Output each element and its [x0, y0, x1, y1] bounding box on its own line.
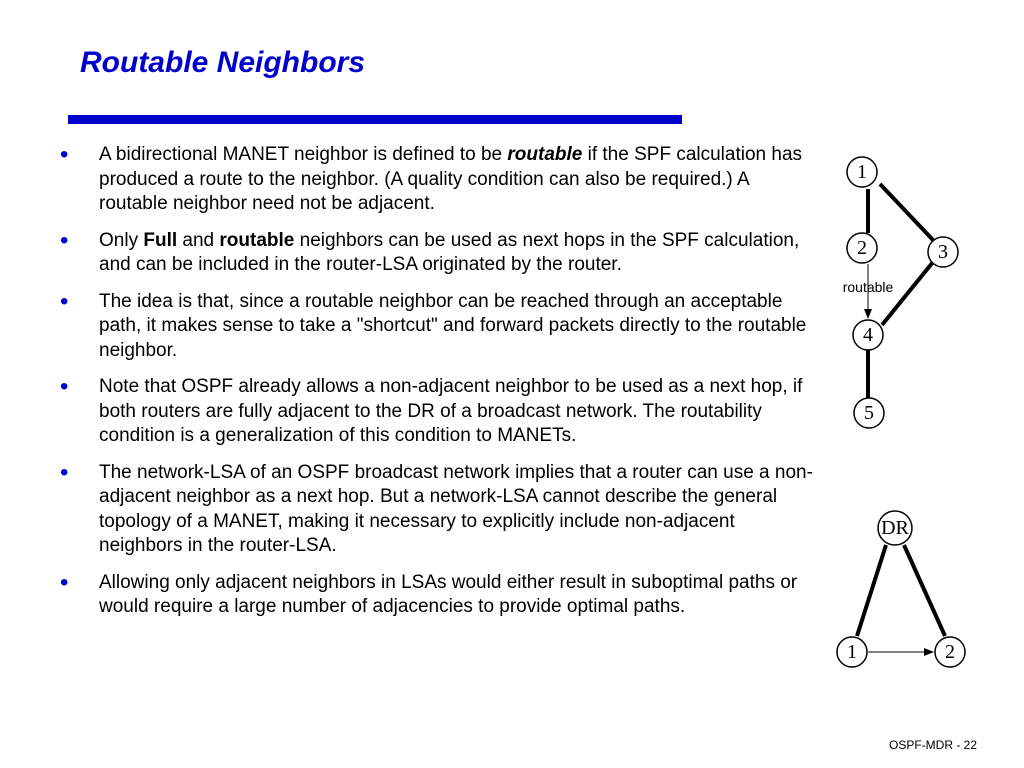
emphasis-routable: routable: [507, 144, 583, 165]
edge-dr-1: [857, 545, 886, 636]
bullet-icon: •: [60, 458, 69, 486]
node-label: 3: [938, 241, 948, 263]
bullet-text: The network-LSA of an OSPF broadcast network implies that a router can use a non-adjacent neighbor as a next hop. But a network-LSA cannot describe the general topology of a MANET, making it necessary to explicitly include non-adjacent neighbors in the router-LSA.: [99, 461, 813, 556]
router-node-1: [837, 637, 867, 667]
router-node-2: [847, 233, 877, 263]
router-node-4: [853, 320, 883, 350]
bullet-text: [99, 144, 802, 214]
bullet-list: [60, 143, 815, 632]
bullet-item: [60, 375, 815, 449]
node-label: 2: [945, 641, 955, 663]
router-node-1: [847, 157, 877, 187]
bullet-icon: •: [60, 568, 69, 596]
dr-node: [878, 511, 912, 545]
bullet-item: [60, 568, 815, 620]
bullet-item: [60, 143, 815, 217]
node-label: 1: [847, 641, 857, 663]
dr-network-diagram: [820, 505, 980, 675]
bullet-text: The idea is that, since a routable neighbor can be reached through an acceptable path, it makes sense to take a "shortcut" and forward packets directly to the routable neighbor.: [99, 290, 807, 361]
router-node-5: [854, 398, 884, 428]
bullet-text: [99, 230, 799, 276]
bullet-text: Note that OSPF already allows a non-adjacent neighbor to be used as a next hop, if both routers are fully adjacent to the DR of a broadcast network. The routability condition is a generalization of this condition to MANETs.: [99, 376, 803, 446]
bullet-text-part: Only: [99, 229, 144, 251]
title-underline: [68, 115, 682, 124]
bullet-text-part: neighbors can be used as next hops in the SPF calculation, and can be included in the router-LSA originated by the router.: [99, 229, 800, 275]
router-node-3: [928, 237, 958, 267]
bullet-text: Allowing only adjacent neighbors in LSAs would either result in suboptimal paths or would require a large number of adjacencies to provide optimal paths.: [99, 571, 798, 617]
node-label: 5: [864, 402, 874, 424]
edge-1-3: [880, 184, 933, 240]
bullet-icon: •: [60, 287, 69, 315]
bullet-item: [60, 458, 815, 559]
routable-network-diagram: [820, 145, 980, 435]
bullet-icon: •: [60, 226, 69, 254]
edge-dr-2: [904, 545, 945, 636]
node-label: 1: [857, 161, 867, 183]
slide-title: Routable Neighbors: [80, 46, 366, 79]
bullet-text-part: A bidirectional MANET neighbor is defined to be: [99, 144, 508, 165]
node-label: 4: [863, 324, 873, 346]
emphasis-routable: routable: [219, 229, 295, 251]
node-label: DR: [881, 517, 909, 539]
router-node-2: [935, 637, 965, 667]
bullet-icon: •: [60, 141, 69, 168]
bullet-item: [60, 226, 815, 278]
routable-edge-label: routable: [842, 279, 894, 295]
node-label: 2: [857, 237, 867, 259]
bullet-icon: •: [60, 373, 69, 400]
bullet-text-part: if the SPF calculation has produced a route to the neighbor. (A quality condition can also be required.) A routable neighbor need not be adjacent.: [99, 144, 803, 214]
bullet-item: [60, 287, 815, 364]
bullet-text-part: and: [177, 229, 220, 251]
slide-footer: OSPF-MDR - 22: [888, 738, 977, 752]
emphasis-full: Full: [143, 229, 178, 251]
